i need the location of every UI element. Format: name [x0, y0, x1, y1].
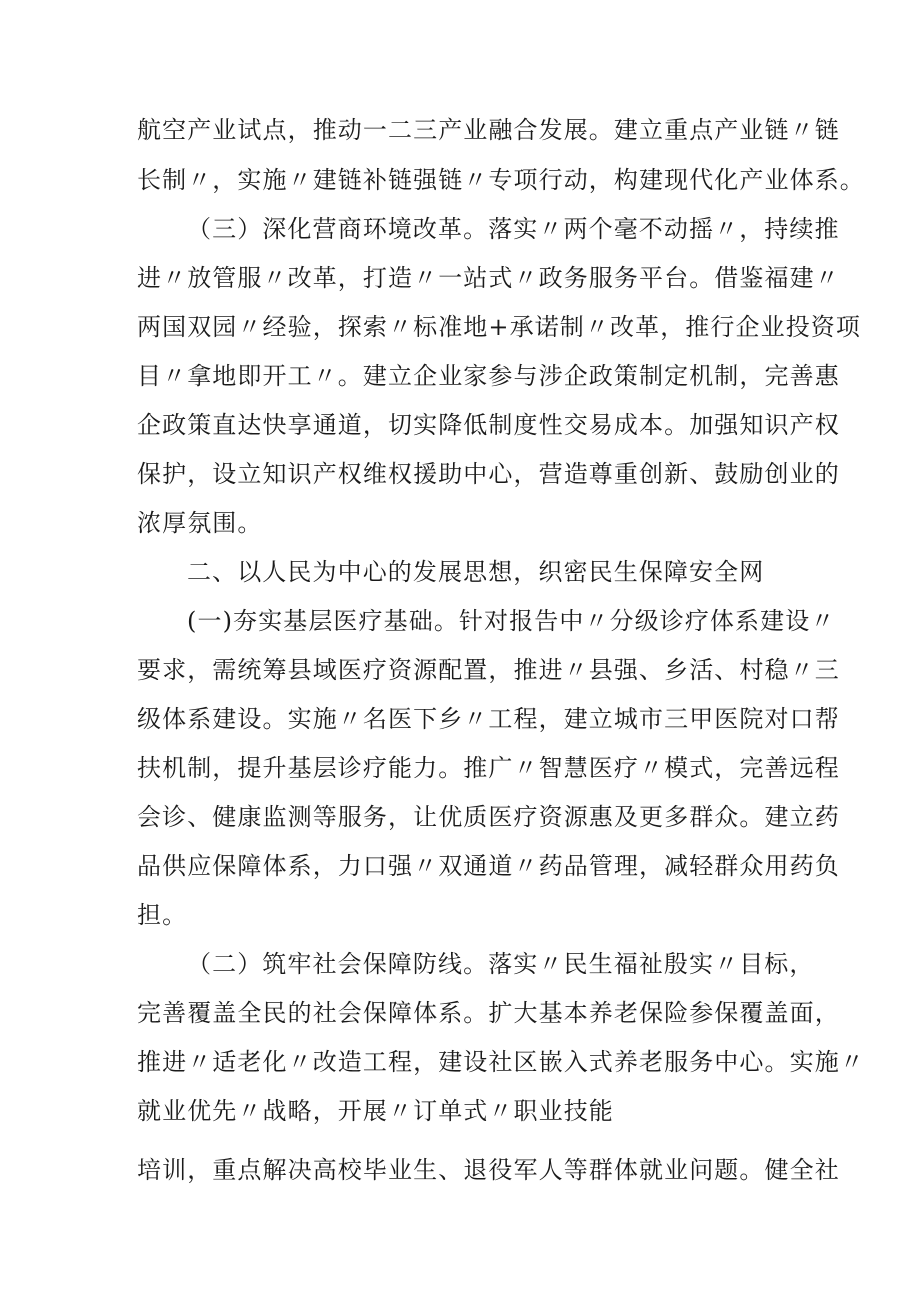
paragraph-line: 培训，重点解决高校毕业生、退役军人等群体就业问题。健全社: [137, 1156, 840, 1184]
paragraph-line: 扶机制，提升基层诊疗能力。推广〃智慧医疗〃模式，完善远程: [137, 754, 840, 782]
paragraph-line: （三）深化营商环境改革。落实〃两个毫不动摇〃，持续推: [187, 215, 840, 243]
section-heading: 二、以人民为中心的发展思想，织密民生保障安全网: [187, 558, 765, 586]
paragraph-line: 目〃拿地即开工〃。建立企业家参与涉企政策制定机制，完善惠: [137, 362, 840, 390]
paragraph-line: 进〃放管服〃改革，打造〃一站式〃政务服务平台。借鉴福建〃: [137, 264, 840, 292]
paragraph-line: 品供应保障体系，力口强〃双通道〃药品管理，减轻群众用药负: [137, 852, 840, 880]
paragraph-line: 级体系建设。实施〃名医下乡〃工程，建立城市三甲医院对口帮: [137, 705, 840, 733]
paragraph-line: 航空产业试点，推动一二三产业融合发展。建立重点产业链〃链: [137, 116, 840, 144]
paragraph-line: 企政策直达快享通道，切实降低制度性交易成本。加强知识产权: [137, 411, 840, 439]
paragraph-line: (一)夯实基层医疗基础。针对报告中〃分级诊疗体系建设〃: [187, 607, 836, 635]
paragraph-line: 两国双园〃经验，探索〃标准地+承诺制〃改革，推行企业投资项: [137, 313, 862, 341]
paragraph-line: （二）筑牢社会保障防线。落实〃民生福祉殷实〃目标，: [187, 950, 815, 978]
paragraph-line: 就业优先〃战略，开展〃订单式〃职业技能: [137, 1097, 614, 1125]
paragraph-line: 担。: [137, 901, 188, 929]
paragraph-line: 会诊、健康监测等服务，让优质医疗资源惠及更多群众。建立药: [137, 803, 840, 831]
paragraph-line: 完善覆盖全民的社会保障体系。扩大基本养老保险参保覆盖面，: [137, 999, 840, 1027]
paragraph-line: 要求，需统筹县域医疗资源配置，推进〃县强、乡活、村稳〃三: [137, 656, 840, 684]
paragraph-line: 保护，设立知识产权维权援助中心，营造尊重创新、鼓励创业的: [137, 460, 840, 488]
paragraph-line: 长制〃，实施〃建链补链强链〃专项行动，构建现代化产业体系。: [137, 166, 865, 194]
paragraph-line: 推进〃适老化〃改造工程，建设社区嵌入式养老服务中心。实施〃: [137, 1048, 865, 1076]
paragraph-line: 浓厚氛围。: [137, 509, 263, 537]
